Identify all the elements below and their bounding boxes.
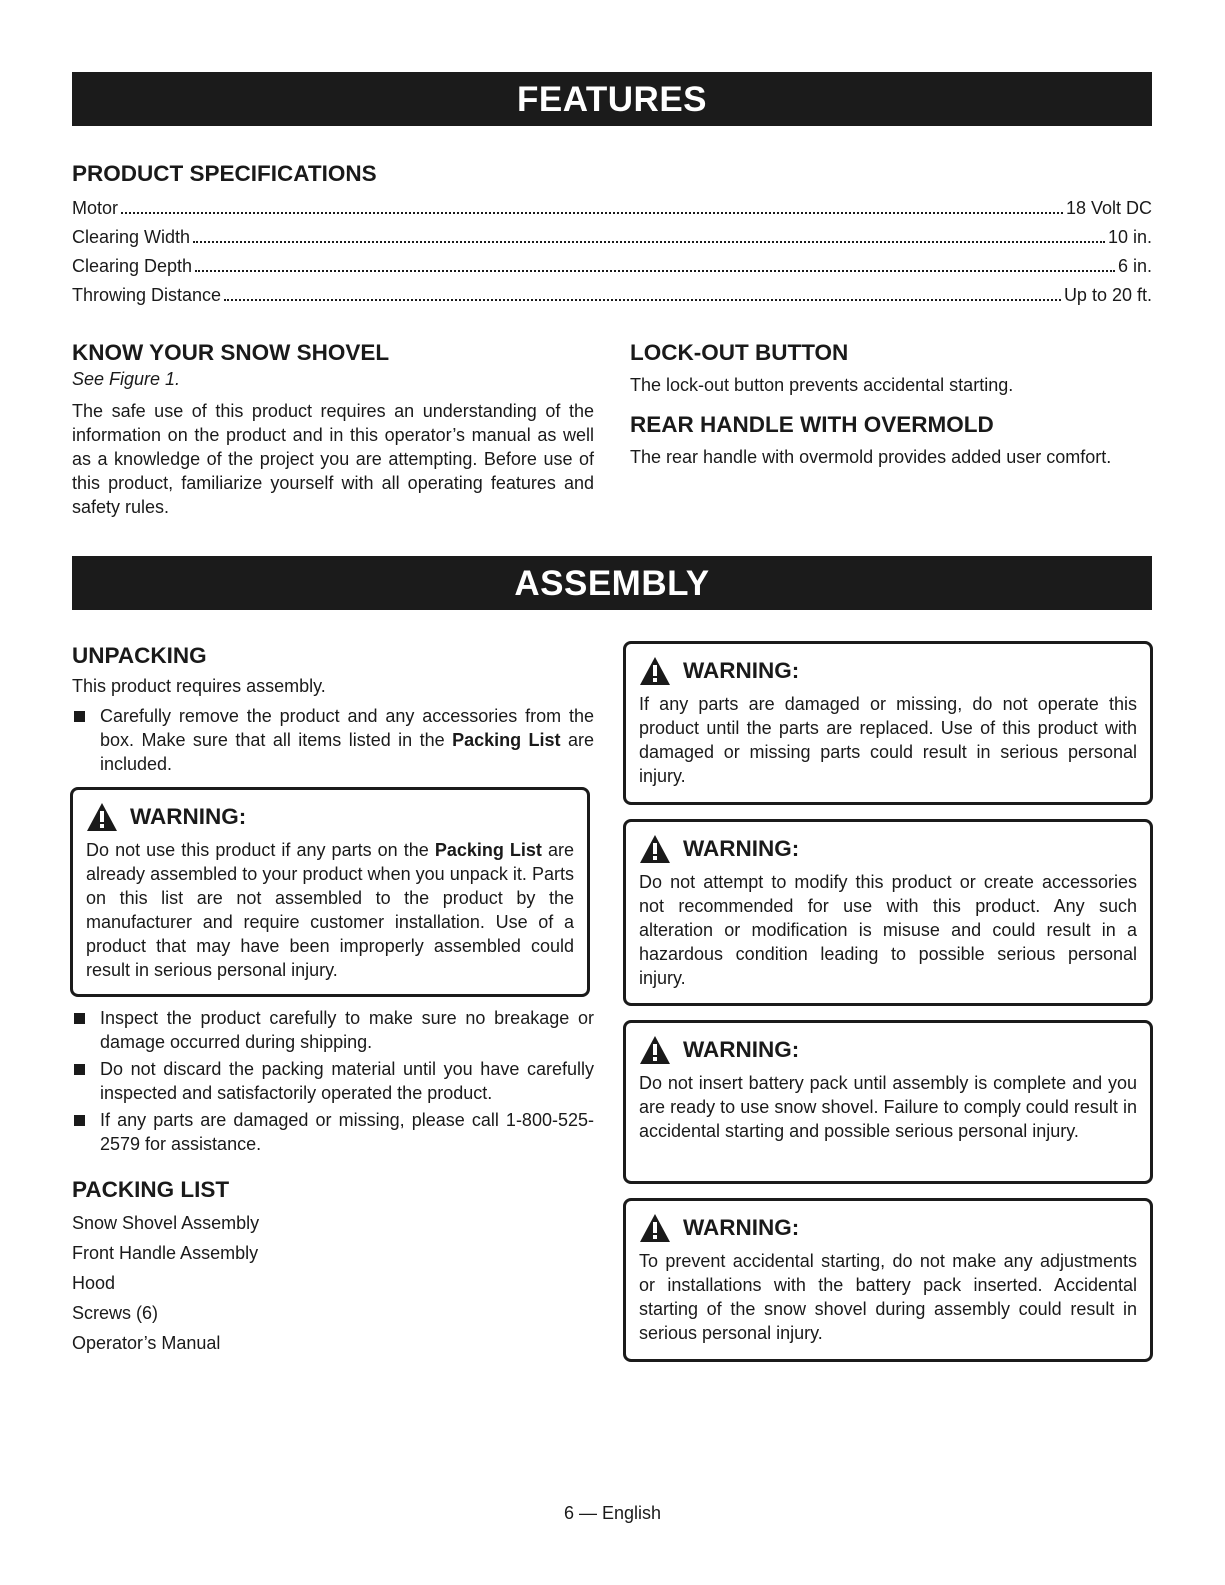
dot-leader — [121, 212, 1063, 214]
unpacking-bullets-after — [72, 1006, 594, 1156]
warning-title: WARNING: — [683, 1215, 800, 1240]
see-figure-note: See Figure 1. — [72, 369, 181, 389]
warning-box-damaged-parts — [623, 641, 1153, 805]
warning-header — [639, 650, 1137, 692]
know-title: KNOW YOUR SNOW SHOVEL — [72, 340, 390, 365]
warning-triangle-icon — [86, 802, 118, 832]
dot-leader — [224, 299, 1061, 301]
spec-label: Throwing Distance — [72, 285, 222, 305]
unpacking-section — [72, 642, 594, 779]
warning-triangle-icon — [639, 834, 671, 864]
warning-header — [639, 1207, 1137, 1249]
warning-text: To prevent accidental starting, do not make any adjustments or installations with the battery pack inserted. Accidental starting of the snow shovel during assembly could result in serious personal injury. — [639, 1251, 1137, 1343]
list-item — [72, 1057, 594, 1105]
list-item — [72, 1006, 594, 1054]
warning-text — [86, 838, 574, 982]
spec-row-throwing-distance — [72, 281, 1152, 310]
warning-title: WARNING: — [130, 804, 247, 829]
warning-triangle-icon — [639, 1213, 671, 1243]
specs-title: PRODUCT SPECIFICATIONS — [72, 161, 377, 186]
features-banner: FEATURES — [72, 72, 1152, 126]
packing-list-title: PACKING LIST — [72, 1177, 230, 1202]
list-item — [72, 1108, 594, 1156]
warning-box-modify — [623, 819, 1153, 1006]
unpacking-title: UNPACKING — [72, 643, 207, 668]
warning-title: WARNING: — [683, 658, 800, 683]
product-specifications — [72, 160, 1152, 310]
list-item: Screws (6) — [72, 1303, 159, 1323]
bullet-text: Carefully remove the product and any accessories from the box. Make sure that all items listed in the — [100, 706, 594, 750]
packing-list — [72, 1208, 594, 1358]
warning-text: Do not attempt to modify this product or create accessories not recommended for use with this product. Any such alteration or modification is misuse and could result in a hazardous condition leading to possible serious personal injury. — [639, 872, 1137, 988]
square-bullet-icon — [74, 1013, 85, 1024]
bullet-text: Do not discard the packing material until you have carefully inspected and satisfactorily operated the product. — [100, 1059, 594, 1103]
spec-label: Clearing Depth — [72, 256, 193, 276]
dot-leader — [193, 241, 1105, 243]
spec-label: Motor — [72, 198, 119, 218]
spec-row-clearing-depth — [72, 252, 1152, 281]
know-your-snow-shovel-section — [72, 339, 594, 519]
list-item — [72, 704, 594, 776]
warning-title: WARNING: — [683, 836, 800, 861]
spec-row-clearing-width — [72, 223, 1152, 252]
square-bullet-icon — [74, 1115, 85, 1126]
spec-value: 18 Volt DC — [1065, 198, 1152, 218]
lockout-section — [630, 339, 1152, 469]
spec-value: Up to 20 ft. — [1063, 285, 1152, 305]
unpacking-more-section — [72, 1006, 594, 1358]
rear-handle-title: REAR HANDLE WITH OVERMOLD — [630, 412, 994, 437]
warning-triangle-icon — [639, 656, 671, 686]
list-item: Operator’s Manual — [72, 1333, 221, 1353]
warning-box-adjustments — [623, 1198, 1153, 1362]
square-bullet-icon — [74, 711, 85, 722]
spec-label: Clearing Width — [72, 227, 191, 247]
spec-value: 10 in. — [1107, 227, 1152, 247]
unpacking-intro: This product requires assembly. — [72, 676, 326, 696]
warning-header — [86, 796, 574, 838]
lockout-title: LOCK-OUT BUTTON — [630, 340, 849, 365]
list-item: Hood — [72, 1273, 116, 1293]
dot-leader — [195, 270, 1115, 272]
warning-text-part: are already assembled to your product when you unpack it. Parts on this list are not assembled to the product by the manufacturer and require customer installation. Use of a product that may have been improperly assembled could result in serious personal injury. — [86, 840, 574, 980]
warning-triangle-icon — [639, 1035, 671, 1065]
spec-row-motor — [72, 194, 1152, 223]
unpacking-bullets — [72, 704, 594, 776]
warning-header — [639, 1029, 1137, 1071]
warning-text-part: Do not use this product if any parts on the — [86, 840, 435, 860]
assembly-banner: ASSEMBLY — [72, 556, 1152, 610]
warning-title: WARNING: — [683, 1037, 800, 1062]
list-item: Front Handle Assembly — [72, 1243, 259, 1263]
warning-text: Do not insert battery pack until assembly is complete and you are ready to use snow shovel. Failure to comply could result in accidental starting and possible serious personal injury. — [639, 1073, 1137, 1141]
warning-text: If any parts are damaged or missing, do not operate this product until the parts are replaced. Use of this product with damaged or missing parts could result in serious personal injury. — [639, 694, 1137, 786]
bullet-text: If any parts are damaged or missing, please call 1-800-525-2579 for assistance. — [100, 1110, 594, 1154]
bullet-text: Inspect the product carefully to make sure no breakage or damage occurred during shipping. — [100, 1008, 594, 1052]
warning-bold-text: Packing List — [434, 840, 542, 860]
page-footer: 6 — English — [563, 1503, 662, 1523]
lockout-text: The lock-out button prevents accidental starting. — [630, 375, 1014, 395]
list-item: Snow Shovel Assembly — [72, 1213, 260, 1233]
bullet-bold-text: Packing List — [452, 730, 561, 750]
spec-value: 6 in. — [1117, 256, 1152, 276]
know-text: The safe use of this product requires an understanding of the information on the product and in this operator’s manual as well as a knowledge of the project you are attempting. Before use of this product, familiarize yourself with all operating features and safety rules. — [72, 401, 594, 517]
warning-box-battery — [623, 1020, 1153, 1184]
warning-box-packing-list — [70, 787, 590, 997]
square-bullet-icon — [74, 1064, 85, 1075]
rear-handle-text: The rear handle with overmold provides added user comfort. — [630, 447, 1112, 467]
warning-header — [639, 828, 1137, 870]
bullet-text: are included. — [100, 730, 594, 774]
